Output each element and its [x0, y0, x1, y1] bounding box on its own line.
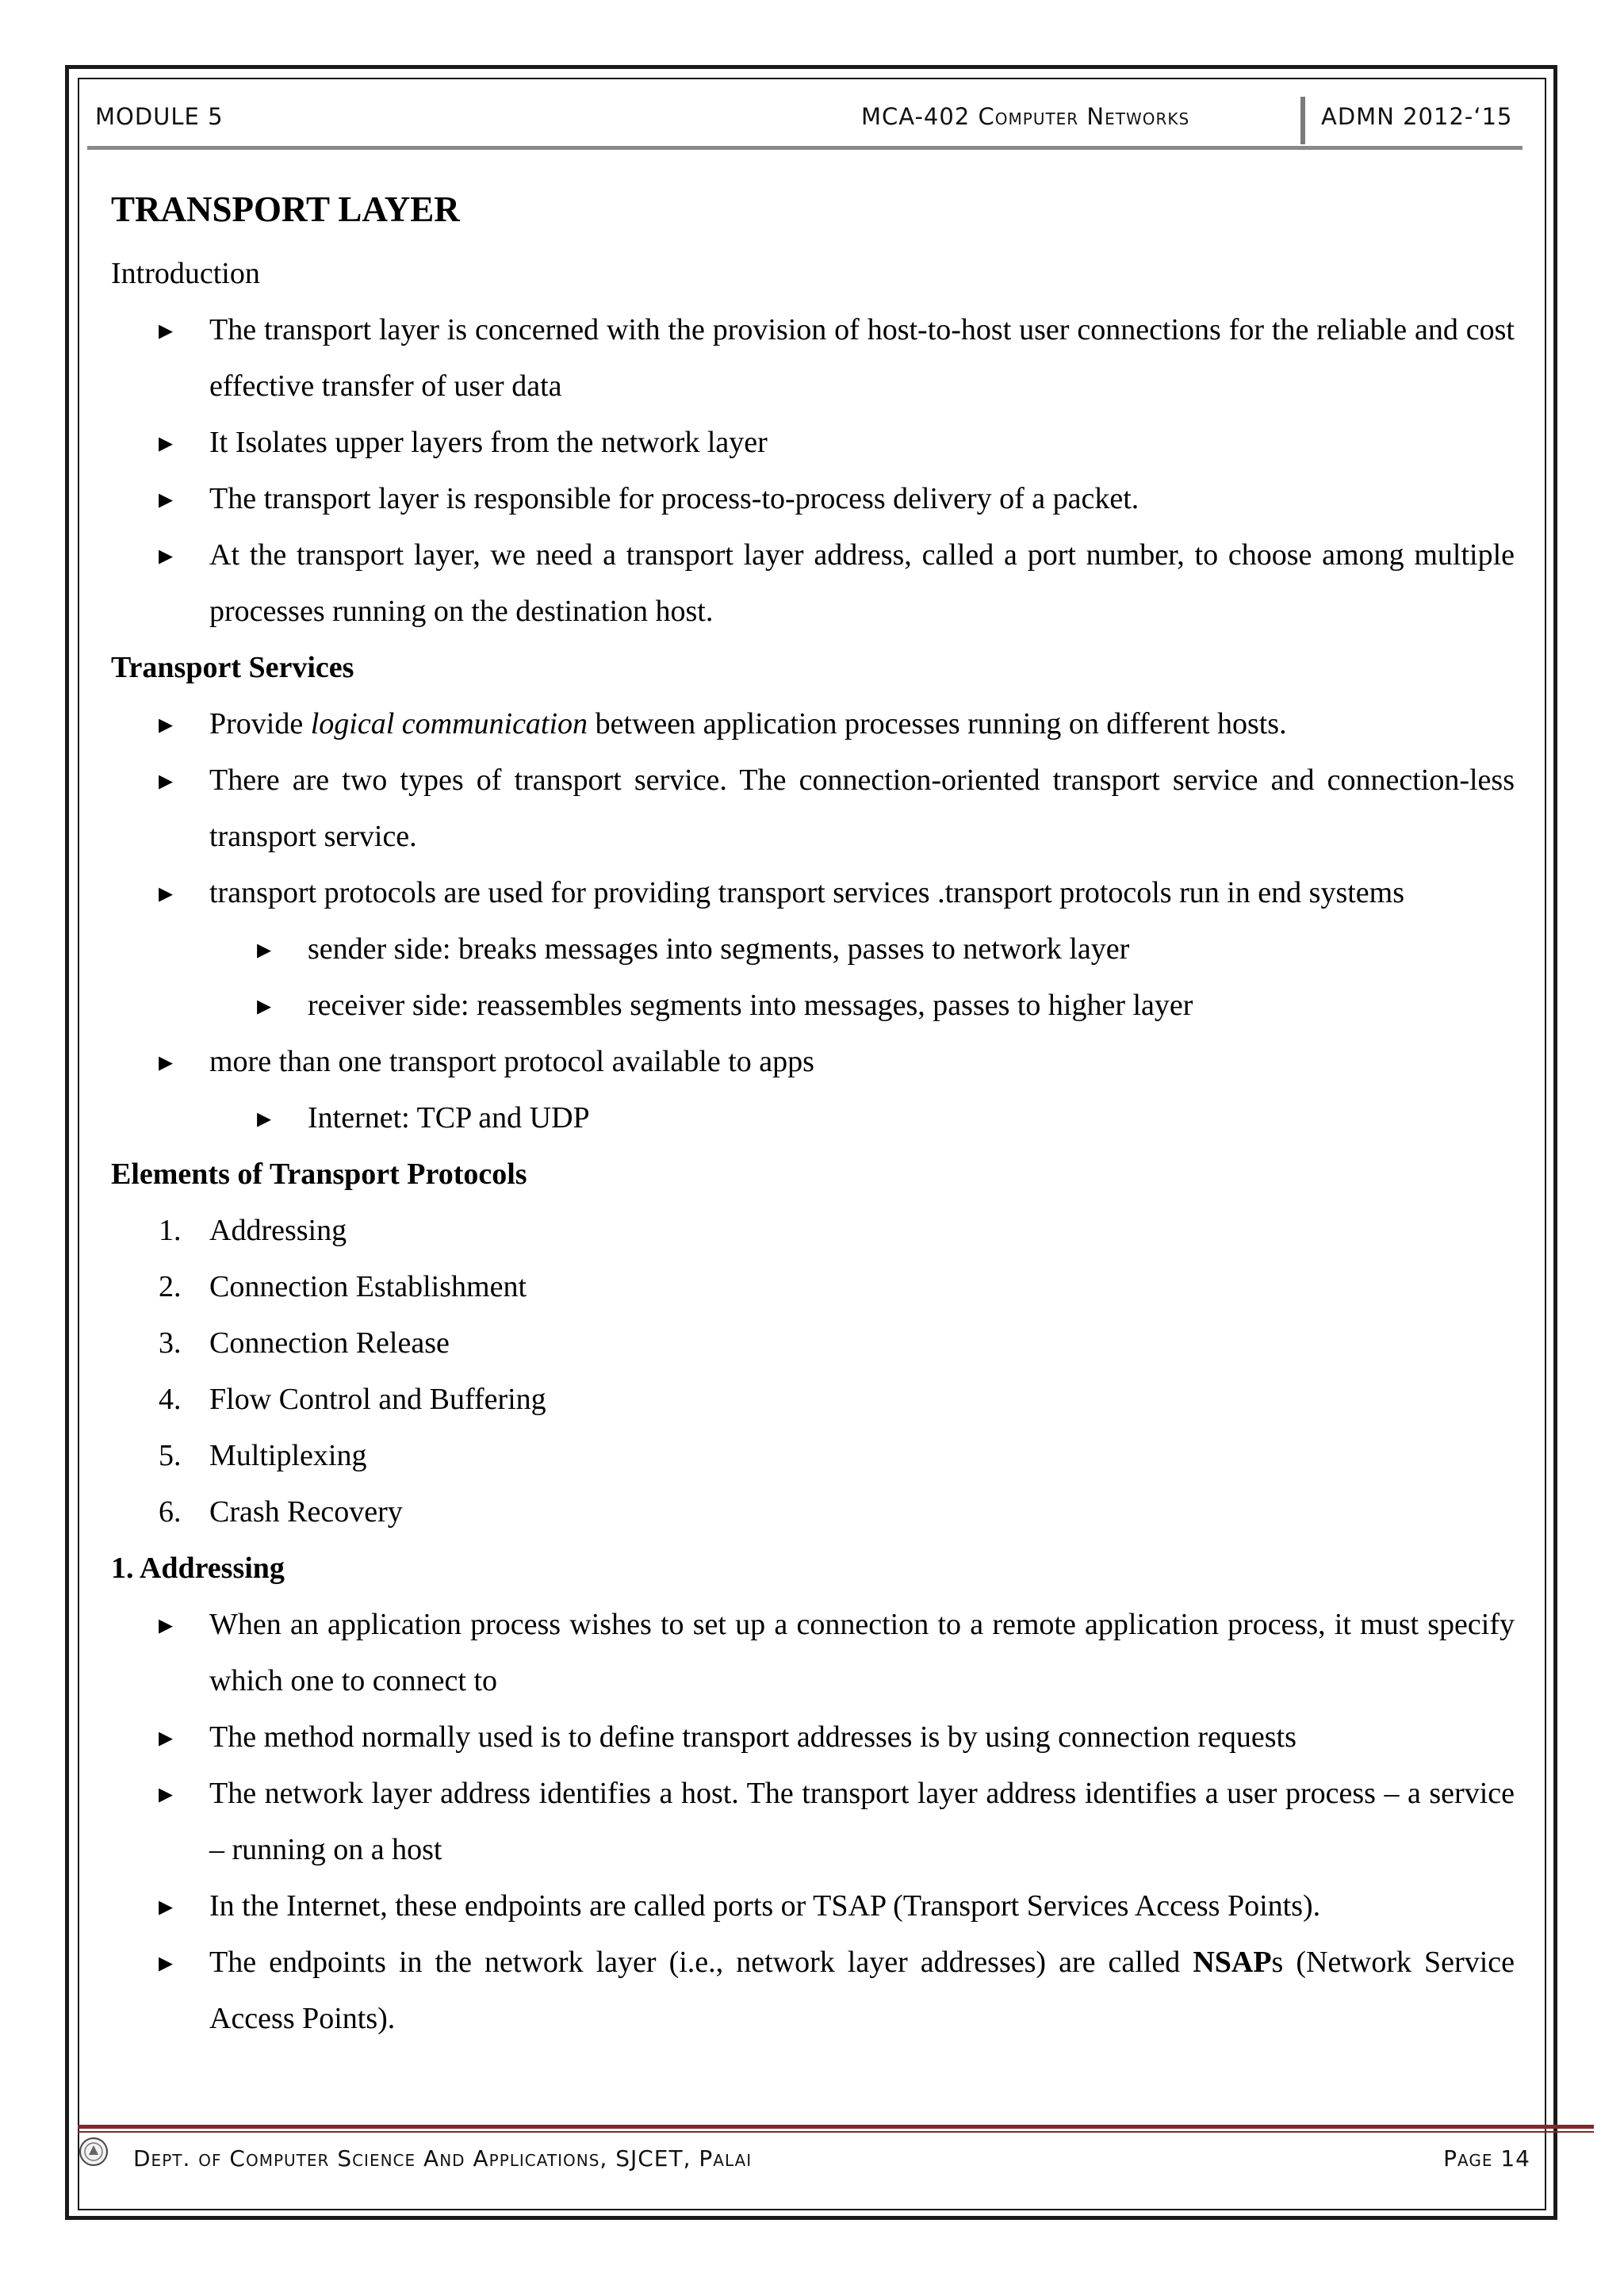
numbered-item — [111, 1315, 1515, 1372]
page-content — [111, 189, 1515, 2047]
list-item: ▸ At the transport layer, we need a transport layer address, called a port number, to choose among multiple processes running on the destination host. — [111, 527, 1515, 640]
list-item — [111, 696, 1515, 752]
item-text: Flow Control and Buffering — [209, 1383, 546, 1416]
footer-rule — [78, 2125, 1546, 2129]
footer-rule-tail-thin — [1546, 2131, 1594, 2133]
item-number: 3. — [159, 1326, 182, 1360]
services-item4-text: more than one transport protocol available to apps — [209, 1045, 814, 1078]
services-item1-emphasis: logical communication — [310, 707, 588, 740]
header-module: MODULE 5 — [95, 103, 224, 130]
item-text: Connection Establishment — [209, 1270, 527, 1303]
addressing-heading: 1. Addressing — [111, 1552, 285, 1585]
sub-list-item: ▸ receiver side: reassembles segments into messages, passes to higher layer — [111, 978, 1515, 1034]
item-text: Addressing — [209, 1214, 347, 1247]
numbered-item — [111, 1259, 1515, 1315]
services-sublist — [209, 921, 1515, 1034]
item-number: 1. — [159, 1214, 182, 1247]
numbered-item — [111, 1484, 1515, 1540]
intro-heading: Introduction — [111, 257, 260, 290]
footer-department: Dept. of Computer Science And Applications, SJCET, Palai — [133, 2145, 753, 2172]
item-text: Multiplexing — [209, 1439, 367, 1472]
list-item: ▸ The method normally used is to define transport addresses is by using connection requests — [111, 1709, 1515, 1766]
college-emblem-icon — [78, 2136, 109, 2168]
services-list — [111, 696, 1515, 1146]
list-item: ▸ There are two types of transport service. The connection-oriented transport service and connection-less transport service. — [111, 752, 1515, 865]
list-item — [111, 1034, 1515, 1146]
elements-heading: Elements of Transport Protocols — [111, 1158, 527, 1191]
list-item: ▸ It Isolates upper layers from the network layer — [111, 415, 1515, 471]
item-text: Connection Release — [209, 1326, 450, 1360]
list-item — [111, 1934, 1515, 2047]
footer-rule-tail — [1546, 2125, 1594, 2129]
header-separator — [1300, 97, 1305, 144]
item-number: 2. — [159, 1270, 182, 1303]
item-number: 6. — [159, 1495, 182, 1529]
list-item: ▸ The transport layer is concerned with the provision of host-to-host user connections for the reliable and cost effective transfer of user data — [111, 302, 1515, 415]
services-heading: Transport Services — [111, 651, 354, 684]
sub-list-item: ▸ sender side: breaks messages into segments, passes to network layer — [111, 921, 1515, 978]
item-number: 4. — [159, 1383, 182, 1416]
addressing-last-bold: NSAP — [1193, 1946, 1272, 1979]
page-footer — [78, 2133, 1546, 2188]
list-item: ▸ The transport layer is responsible for process-to-process delivery of a packet. — [111, 471, 1515, 527]
sub-list-item: ▸ Internet: TCP and UDP — [111, 1090, 1515, 1146]
elements-list — [111, 1203, 1515, 1540]
numbered-item — [111, 1428, 1515, 1484]
page-title: TRANSPORT LAYER — [111, 189, 460, 229]
services-sublist — [209, 1090, 1515, 1146]
numbered-item — [111, 1372, 1515, 1428]
list-item: ▸ The network layer address identifies a host. The transport layer address identifies a user process – a service – running on a host — [111, 1766, 1515, 1878]
addressing-list — [111, 1597, 1515, 2047]
footer-page-number: Page 14 — [1443, 2145, 1530, 2172]
intro-list — [111, 302, 1515, 640]
services-item1-post: between application processes running on different hosts. — [588, 707, 1287, 740]
header-admission: ADMN 2012-‘15 — [1321, 103, 1513, 130]
services-item1-pre: Provide — [209, 707, 311, 740]
item-number: 5. — [159, 1439, 182, 1472]
addressing-last-post: s (Network Service Access Points). — [209, 1946, 1515, 2035]
header-rule — [87, 146, 1522, 150]
addressing-last-pre: The endpoints in the network layer (i.e., network layer addresses) are called — [209, 1946, 1193, 1979]
list-item: ▸ In the Internet, these endpoints are called ports or TSAP (Transport Services Access Points). — [111, 1878, 1515, 1934]
list-item — [111, 865, 1515, 1034]
list-item: ▸ When an application process wishes to set up a connection to a remote application process, it must specify which one to connect to — [111, 1597, 1515, 1709]
services-item3-text: transport protocols are used for providing transport services .transport protocols run in end systems — [209, 876, 1405, 909]
header-course: MCA-402 Computer Networks — [861, 103, 1190, 130]
numbered-item — [111, 1203, 1515, 1259]
item-text: Crash Recovery — [209, 1495, 403, 1529]
